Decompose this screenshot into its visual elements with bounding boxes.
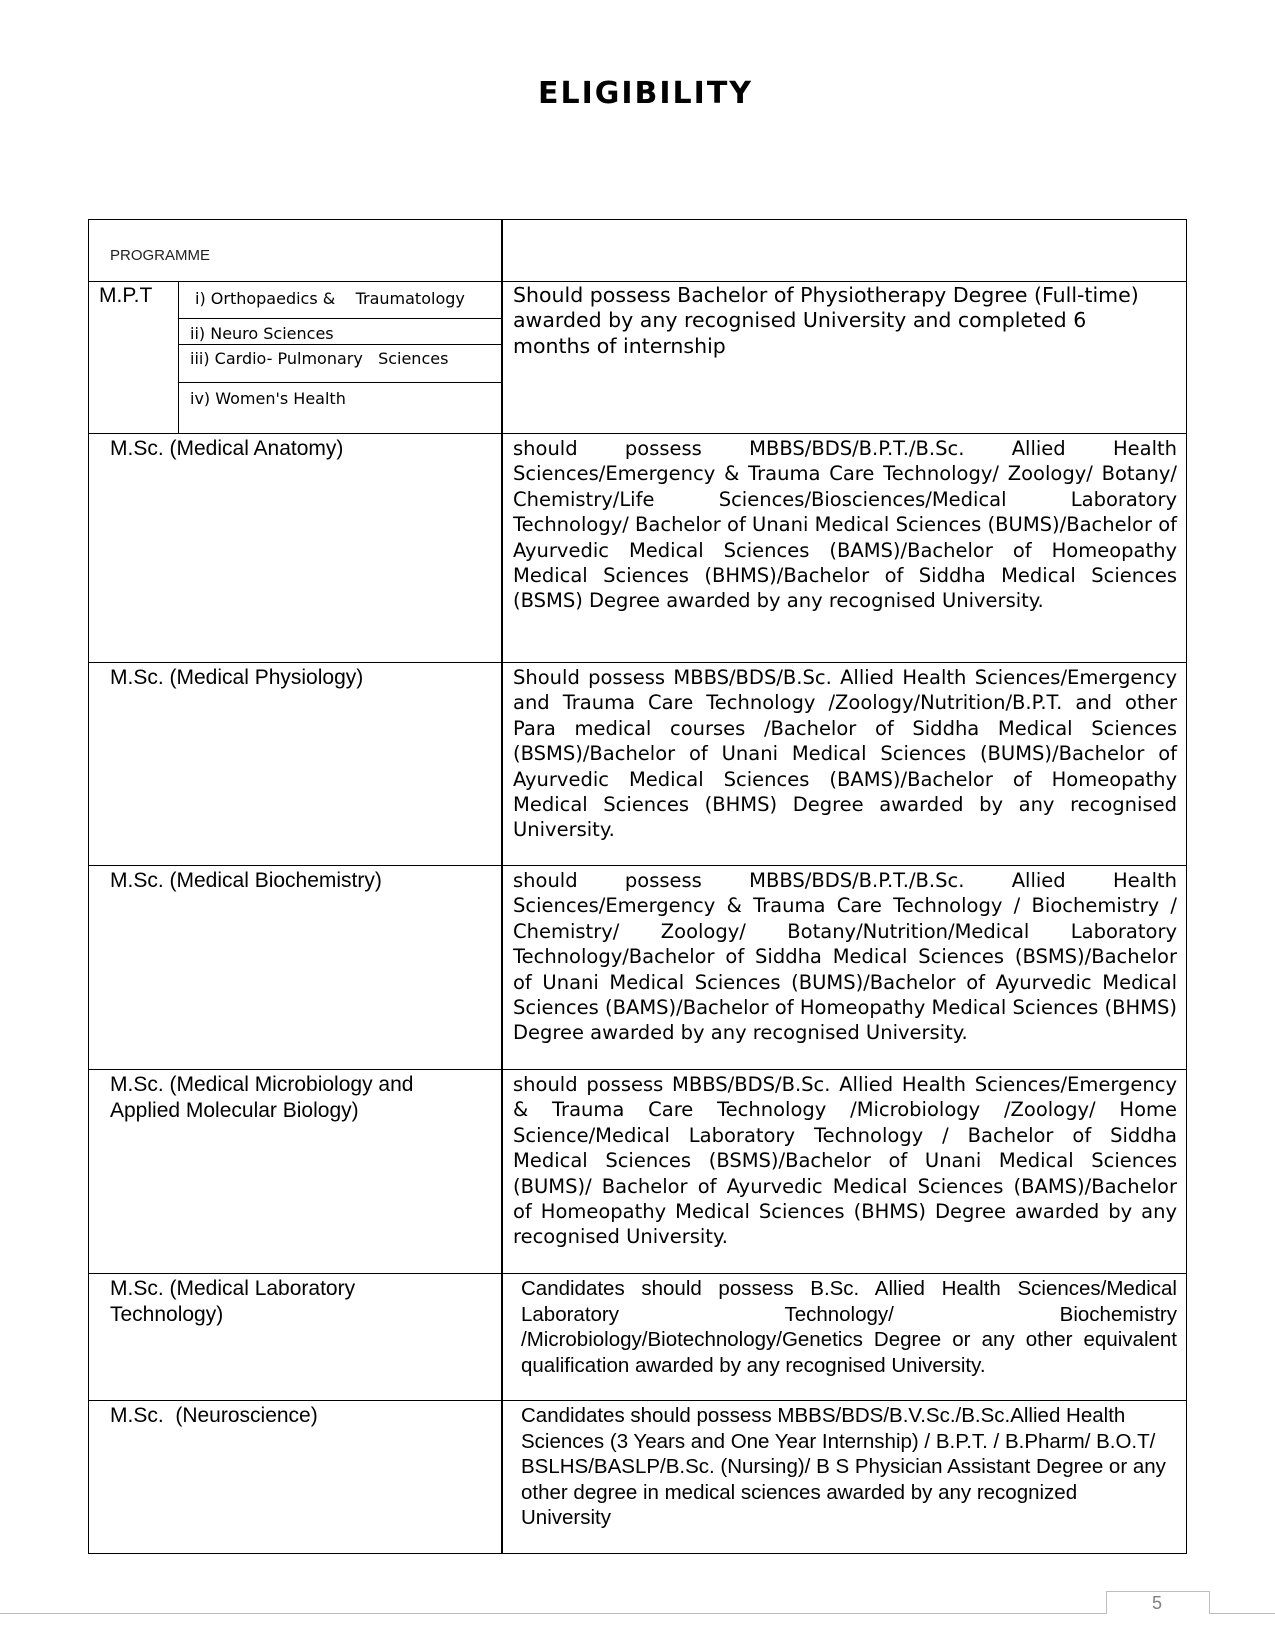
row-divider	[88, 1400, 1187, 1401]
eligibility-text: should possess MBBS/BDS/B.P.T./B.Sc. Allied Health Sciences/Emergency & Trauma Care Technology/ Zoology/ Botany/ Chemistry/Life Sciences/Biosciences/Medical Laboratory Technology/ Bachelor of Unani Medical Sciences (BUMS)/Bachelor of Ayurvedic Medical Sciences (BAMS)/Bachelor of Homeopathy Medical Sciences (BHMS)/Bachelor of Siddha Medical Sciences (BSMS) Degree awarded by any recognised University.	[513, 437, 1177, 613]
row-divider	[88, 1069, 1187, 1070]
eligibility-text: Candidates should possess MBBS/BDS/B.V.Sc./B.Sc.Allied Health Sciences (3 Years and One Year Internship) / B.P.T. / B.Pharm/ B.O.T/ BSLHS/BASLP/B.Sc. (Nursing)/ B S Physician Assistant Degree or any other degree in medical sciences awarded by any recognized University	[521, 1404, 1166, 1530]
programme-name: M.Sc. (Medical Microbiology and Applied Molecular Biology)	[110, 1073, 414, 1122]
eligibility-text: Candidates should possess B.Sc. Allied Health Sciences/Medical Laboratory Technology/ Biochemistry /Microbiology/Biotechnology/Genetics Degree or any other equivalent qualification awarded by any recognised University.	[521, 1277, 1177, 1377]
mpt-speciality: i) Orthopaedics & Traumatology	[195, 289, 465, 308]
row-divider	[88, 1273, 1187, 1274]
mpt-speciality: iv) Women's Health	[190, 389, 346, 408]
mpt-inner-divider	[178, 281, 179, 433]
header-programme: PROGRAMME	[110, 247, 211, 264]
table-border-right	[1186, 219, 1187, 1554]
eligibility-text: Should possess MBBS/BDS/B.Sc. Allied Health Sciences/Emergency and Trauma Care Technology /Zoology/Nutrition/B.P.T. and other Para medical courses /Bachelor of Siddha Medical Sciences (BSMS)/Bachelor of Unani Medical Sciences (BUMS)/Bachelor of Ayurvedic Medical Sciences (BAMS)/Bachelor of Homeopathy Medical Sciences (BHMS) Degree awarded by any recognised University.	[513, 666, 1177, 842]
mpt-programme: M.P.T	[99, 284, 153, 307]
footer-rule	[0, 1613, 1275, 1614]
header-divider	[88, 281, 1187, 282]
eligibility-text: should possess MBBS/BDS/B.Sc. Allied Health Sciences/Emergency & Trauma Care Technology /Microbiology /Zoology/ Home Science/Medical Laboratory Technology / Bachelor of Siddha Medical Sciences (BSMS)/Bachelor of Unani Medical Sciences (BUMS)/ Bachelor of Ayurvedic Medical Sciences (BAMS)/Bachelor of Homeopathy Medical Sciences (BHMS) Degree awarded by any recognised University.	[513, 1073, 1177, 1249]
mpt-speciality: ii) Neuro Sciences	[190, 324, 334, 343]
programme-name: M.Sc. (Medical Laboratory Technology)	[110, 1277, 356, 1326]
page-title: ELIGIBILITY	[537, 76, 754, 111]
programme-name: M.Sc. (Neuroscience)	[110, 1404, 318, 1427]
row-divider	[88, 865, 1187, 866]
speciality-divider	[178, 344, 501, 345]
row-divider	[88, 433, 1187, 434]
table-border-bottom	[88, 1553, 1187, 1554]
table-border-top	[88, 219, 1187, 220]
row-divider	[88, 662, 1187, 663]
table-border-left	[88, 219, 89, 1554]
programme-name: M.Sc. (Medical Anatomy)	[110, 437, 344, 460]
speciality-divider	[178, 382, 501, 383]
speciality-divider	[178, 318, 501, 319]
mpt-speciality: iii) Cardio- Pulmonary Sciences	[190, 349, 449, 368]
column-divider	[501, 219, 503, 1554]
page-number: 5	[1151, 1593, 1162, 1613]
programme-name: M.Sc. (Medical Biochemistry)	[110, 869, 382, 892]
mpt-eligibility: Should possess Bachelor of Physiotherapy Degree (Full-time) awarded by any recognised University and completed 6 months of internship	[513, 283, 1139, 358]
programme-name: M.Sc. (Medical Physiology)	[110, 666, 364, 689]
eligibility-text: should possess MBBS/BDS/B.P.T./B.Sc. Allied Health Sciences/Emergency & Trauma Care Technology / Biochemistry / Chemistry/ Zoology/ Botany/Nutrition/Medical Laboratory Technology/Bachelor of Siddha Medical Sciences (BSMS)/Bachelor of Unani Medical Sciences (BUMS)/Bachelor of Ayurvedic Medical Sciences (BAMS)/Bachelor of Homeopathy Medical Sciences (BHMS) Degree awarded by any recognised University.	[513, 869, 1177, 1045]
